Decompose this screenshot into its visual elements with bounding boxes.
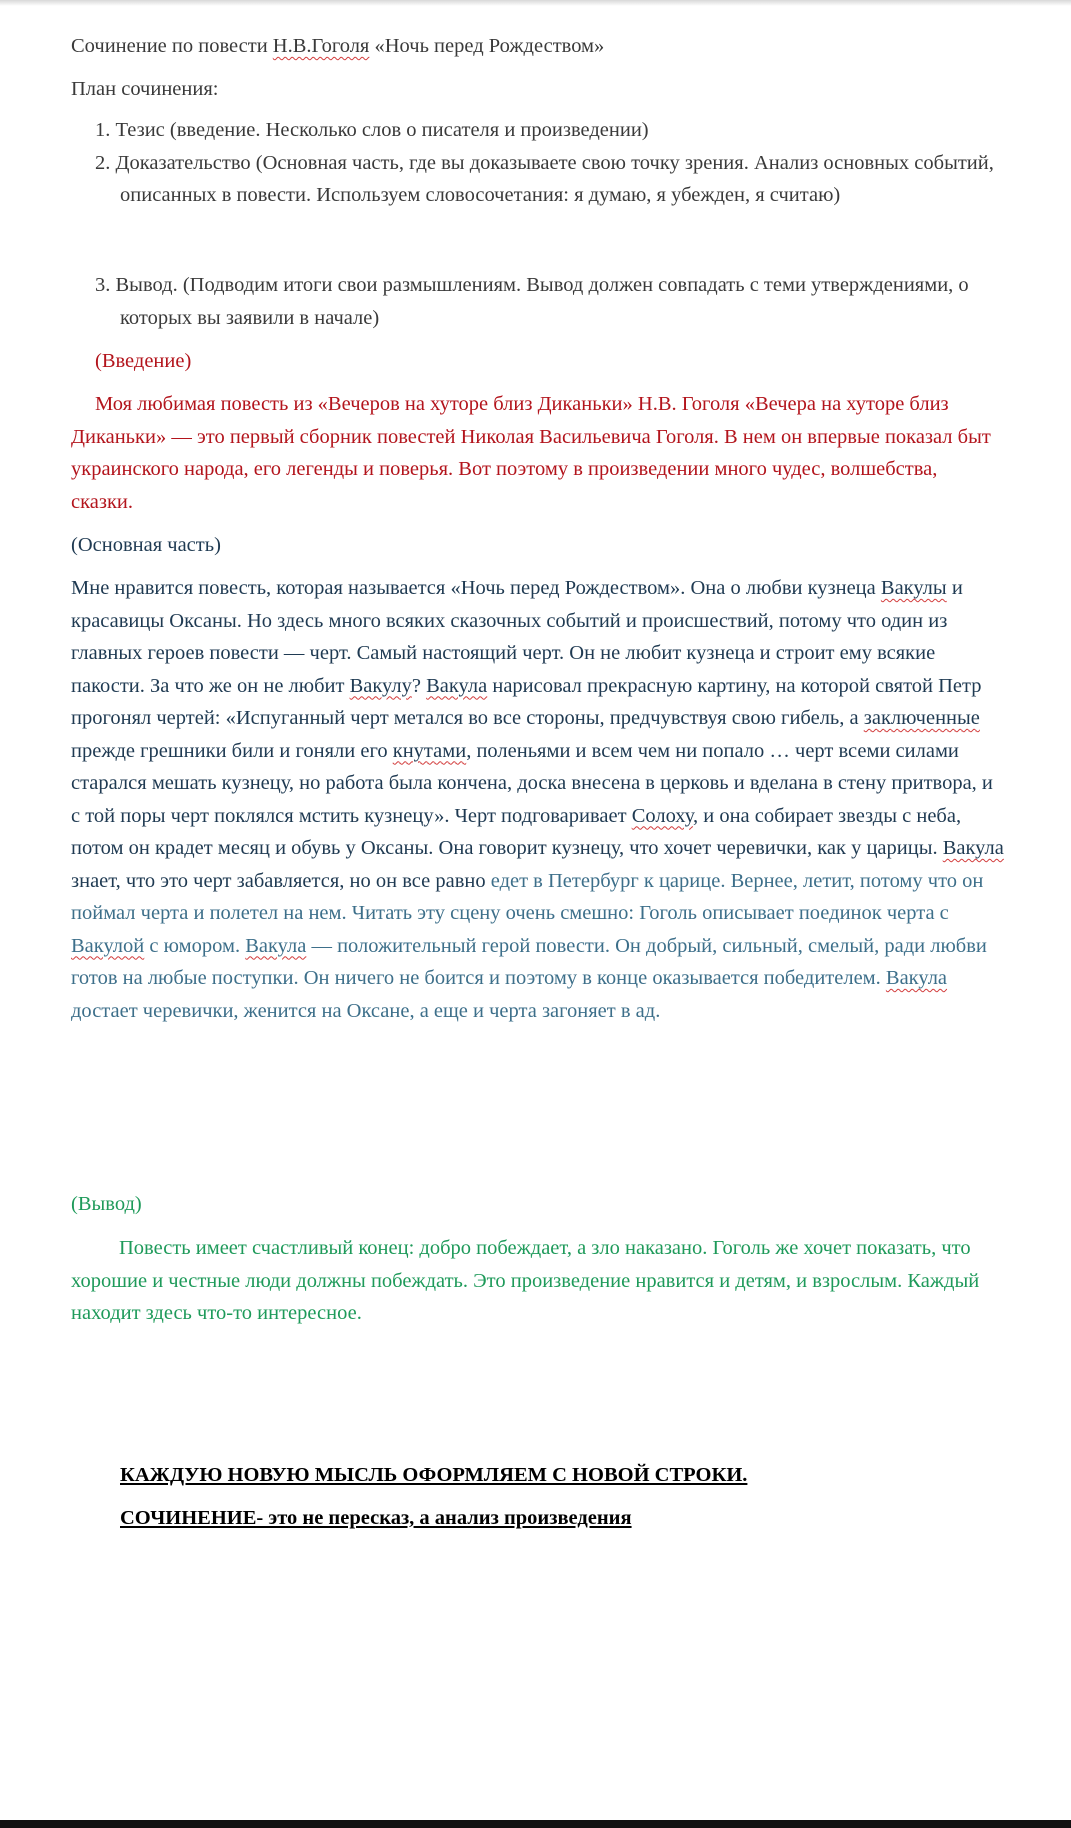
conclusion-heading: (Вывод)	[71, 1193, 142, 1215]
spellcheck-word[interactable]: Вакула	[885, 967, 948, 989]
spellcheck-word[interactable]: Вакулой	[71, 934, 145, 957]
bottom-bar	[0, 1820, 1071, 1828]
intro-paragraph: Моя любимая повесть из «Вечеров на хуторе близ Диканьки» Н.В. Гоголя «Вечера на хуторе близ Диканьки» — это первый сборник повестей Николая Васильевича Гоголя. В нем он впервые показал быт украинского народа, его легенды и поверья. Вот поэтому в произведении много чудес, волшебства, сказки.	[71, 393, 991, 513]
spellcheck-word[interactable]: кнутами	[392, 739, 467, 762]
conclusion-paragraph: Повесть имеет счастливый конец: добро побеждает, а зло наказано. Гоголь же хочет показать, что хорошие и честные люди должны побеждать. Это произведение нравится и детям, и взрослым. Каждый находит здесь что-то интересное.	[71, 1237, 980, 1324]
spellcheck-word[interactable]: Солоху	[631, 804, 693, 827]
intro-heading: (Введение)	[95, 350, 192, 372]
plan-list	[71, 114, 1011, 212]
essay-title: Сочинение по повести Н.В.Гоголя «Ночь перед Рождеством»	[71, 35, 605, 57]
spellcheck-word[interactable]: Н.В.Гоголя	[272, 35, 370, 57]
spellcheck-word[interactable]: Вакулу	[349, 674, 412, 697]
note-essay-definition: СОЧИНЕНИЕ- это не пересказ, а анализ произведения	[120, 1507, 632, 1529]
page-top-shadow	[0, 0, 1071, 6]
spellcheck-word[interactable]: Вакулы	[880, 577, 947, 599]
main-heading: (Основная часть)	[71, 534, 221, 556]
plan-item-thesis: 1. Тезис (введение. Несколько слов о писателя и произведении)	[95, 119, 649, 141]
plan-item-proof: 2. Доказательство (Основная часть, где вы доказываете свою точку зрения. Анализ основных событий, описанных в повести. Используем словосочетания: я думаю, я убежден, я считаю)	[95, 151, 994, 206]
spellcheck-word[interactable]: Вакула	[426, 674, 488, 697]
plan-heading: План сочинения:	[71, 78, 219, 100]
spellcheck-word[interactable]: Вакула	[245, 934, 307, 957]
spellcheck-word[interactable]: заключенные	[863, 707, 980, 729]
note-new-line: КАЖДУЮ НОВУЮ МЫСЛЬ ОФОРМЛЯЕМ С НОВОЙ СТРОКИ.	[120, 1464, 748, 1486]
spellcheck-word[interactable]: Вакула	[942, 837, 1004, 859]
main-paragraph: Мне нравится повесть, которая называется «Ночь перед Рождеством». Она о любви кузнеца Вакулы и красавицы Оксаны. Но здесь много всяких сказочных событий и происшествий, потому что один из главных героев повести — черт. Самый настоящий черт. Он не любит кузнеца и строит ему всякие пакости. За что же он не любит Вакулу? Вакула нарисовал прекрасную картину, на которой святой Петр прогонял чертей: «Испуганный черт метался во все стороны, предчувствуя свою гибель, а заключенные прежде грешники били и гоняли его кнутами, поленьями и всем чем ни попало … черт всеми силами старался мешать кузнецу, но работа была кончена, доска внесена в церковь и вделана в стену притвора, и с той поры черт поклялся мстить кузнецу». Черт подговаривает Солоху, и она собирает звезды с неба, потом он крадет месяц и обувь у Оксаны. Она говорит кузнецу, что хочет черевички, как у царицы. Вакула знает, что это черт забавляется, но он все равно едет в Петербург к царице. Вернее, летит, потому что он поймал черта и полетел на нем. Читать эту сцену очень смешно: Гоголь описывает поединок черта с Вакулой с юмором. Вакула — положительный герой повести. Он добрый, сильный, смелый, ради любви готов на любые поступки. Он ничего не боится и поэтому в конце оказывается победителем. Вакула достает черевички, женится на Оксане, а еще и черта загоняет в ад.	[71, 577, 1004, 1022]
plan-item-conclusion: 3. Вывод. (Подводим итоги свои размышлениям. Вывод должен совпадать с теми утверждениями, о которых вы заявили в начале)	[95, 274, 969, 329]
